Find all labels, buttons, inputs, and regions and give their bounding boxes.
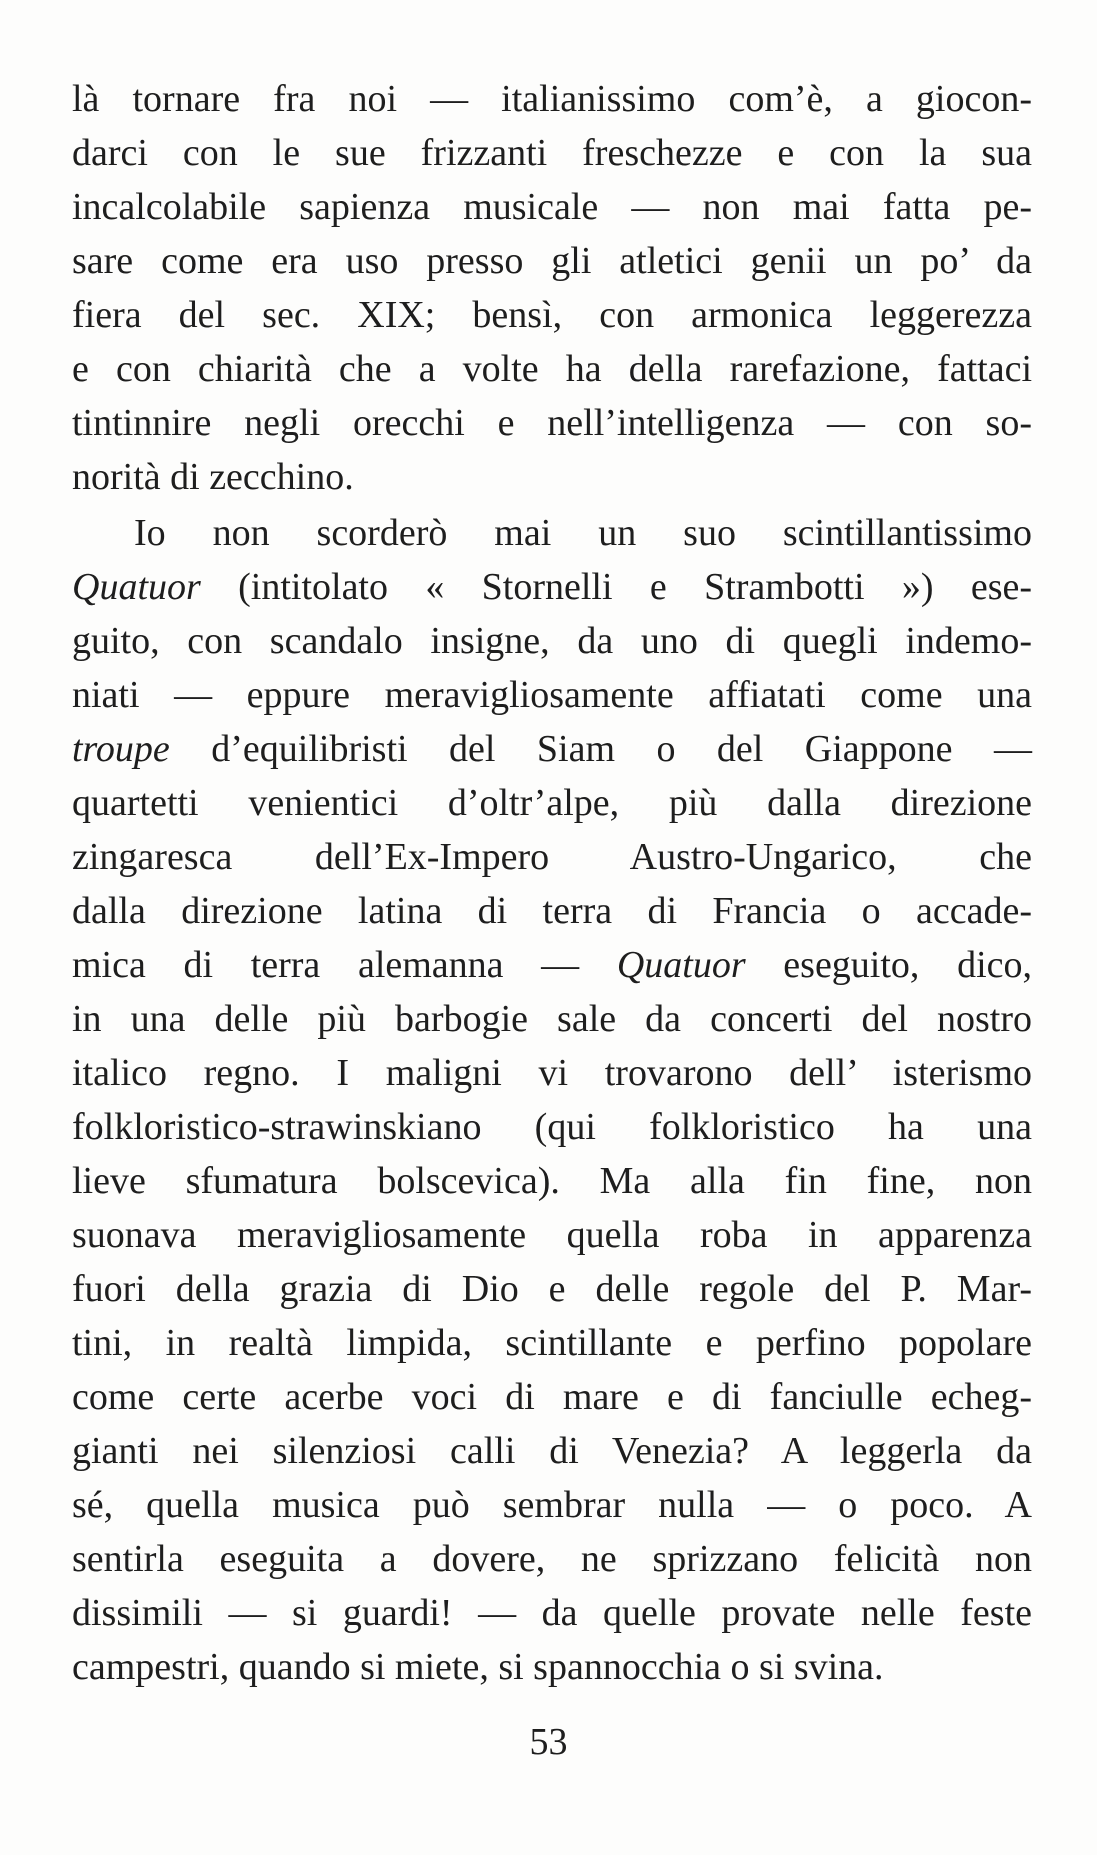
- text-line: come certe acerbe voci di mare e di fanciulle echeg-: [72, 1376, 1032, 1418]
- text-line: italico regno. I maligni vi trovarono dell’ isterismo: [72, 1052, 1032, 1094]
- text-line: Io non scorderò mai un suo scintillantissimo: [134, 512, 1032, 554]
- text-line: incalcolabile sapienza musicale — non mai fatta pe-: [72, 186, 1032, 228]
- text-line: darci con le sue frizzanti freschezze e con la sua: [72, 132, 1032, 174]
- text-line: in una delle più barbogie sale da concerti del nostro: [72, 998, 1032, 1040]
- text-line: norità di zecchino.: [72, 456, 354, 498]
- text-span: (intitolato « Stornelli e Strambotti ») ese-: [200, 566, 1032, 608]
- text-line: campestri, quando si miete, si spannocchia o si svina.: [72, 1646, 884, 1688]
- text-line: tini, in realtà limpida, scintillante e perfino popolare: [72, 1322, 1032, 1364]
- text-line: là tornare fra noi — italianissimo com’è, a giocon-: [72, 78, 1032, 120]
- text-line: niati — eppure meravigliosamente affiatati come una: [72, 674, 1032, 716]
- text-line: gianti nei silenziosi calli di Venezia? A leggerla da: [72, 1430, 1032, 1472]
- italic-word: troupe: [72, 728, 170, 770]
- paragraph-continuation: [72, 72, 1032, 504]
- text-line: sentirla eseguita a dovere, ne sprizzano felicità non: [72, 1538, 1032, 1580]
- text-line: folkloristico-strawinskiano (qui folkloristico ha una: [72, 1106, 1032, 1148]
- text-span: mica di terra alemanna —: [72, 944, 617, 986]
- text-line: guito, con scandalo insigne, da uno di quegli indemo-: [72, 620, 1032, 662]
- text-line: [72, 938, 1032, 992]
- text-line: fuori della grazia di Dio e delle regole del P. Mar-: [72, 1268, 1032, 1310]
- text-span: eseguito, dico,: [745, 944, 1032, 986]
- text-line: [72, 722, 1032, 776]
- text-line: suonava meravigliosamente quella roba in apparenza: [72, 1214, 1032, 1256]
- text-line: e con chiarità che a volte ha della rarefazione, fattaci: [72, 348, 1032, 390]
- page-number: 53: [529, 1721, 568, 1763]
- text-line: sé, quella musica può sembrar nulla — o poco. A: [72, 1484, 1032, 1526]
- text-line: dissimili — si guardi! — da quelle provate nelle feste: [72, 1592, 1032, 1634]
- italic-title: Quatuor: [72, 566, 201, 608]
- text-line: sare come era uso presso gli atletici genii un po’ da: [72, 240, 1032, 282]
- text-line: fiera del sec. XIX; bensì, con armonica leggerezza: [72, 294, 1032, 336]
- text-line: dalla direzione latina di terra di Francia o accade-: [72, 890, 1032, 932]
- text-span: d’equilibristi del Siam o del Giappone —: [169, 728, 1032, 770]
- text-line: lieve sfumatura bolscevica). Ma alla fin fine, non: [72, 1160, 1032, 1202]
- text-line: tintinnire negli orecchi e nell’intelligenza — con so-: [72, 402, 1032, 444]
- text-line: quartetti venientici d’oltr’alpe, più dalla direzione: [72, 782, 1032, 824]
- italic-title: Quatuor: [616, 944, 746, 986]
- text-line: zingaresca dell’Ex-Impero Austro-Ungarico, che: [72, 836, 1032, 878]
- paragraph-quatuor: [72, 506, 1032, 1694]
- text-line: [72, 560, 1032, 614]
